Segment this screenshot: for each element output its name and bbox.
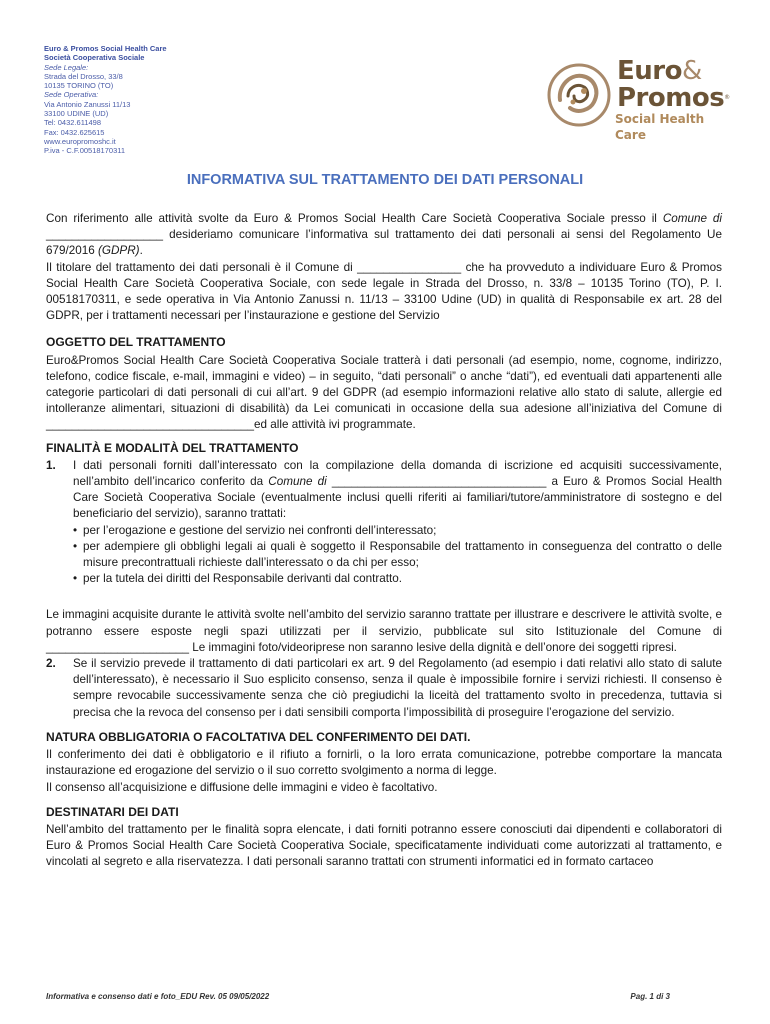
destinatari-paragraph: Nell’ambito del trattamento per le finalità sopra elencate, i dati forniti potranno essere conosciuti dai dipendenti e collaboratori di Euro & Promos Social Health Care Società Cooperativa Sociale, specificatamente individuati come autorizzati al trattamento, e vincolati al segreto e alla riservatezza. I dati personali saranno trattati con strumenti informatici ed in formato cartaceo bbox=[46, 822, 722, 869]
company-logo bbox=[546, 56, 736, 142]
oggetto-paragraph: Euro&Promos Social Health Care Società Cooperativa Sociale tratterà i dati personali (ad esempio, nome, cognome, indirizzo, telefono, codice fiscale, e-mail, immagini e video) – in seguito, “dati personali” o anche “dati”), ed eventuali dati appartenenti alle categorie particolari di dati personali di cui all’art. 9 del GDPR (ad esempio informazioni relative allo stato di salute, allergie ed intolleranze alimentari, situazioni di disabilità) da Lei comunicati in occasione della sua adesione all’iniziativa del Comune di ________________________________ed alle attività ivi programmate. bbox=[46, 353, 722, 432]
oggetto-heading: OGGETTO DEL TRATTAMENTO bbox=[46, 335, 226, 350]
finalita-heading: FINALITÀ E MODALITÀ DEL TRATTAMENTO bbox=[46, 440, 299, 455]
natura-paragraph-2: Il consenso all’acquisizione e diffusione delle immagini e video è facoltativo. bbox=[46, 780, 438, 794]
fax: Fax: 0432.625615 bbox=[44, 127, 105, 137]
natura-paragraph-1: Il conferimento dei dati è obbligatorio e il rifiuto a fornirli, o la loro errata comunicazione, potrebbe comportare la mancata instaurazione ed erogazione del servizio o il suo corretto svolgimento a norma di legge. bbox=[46, 748, 722, 778]
page-footer bbox=[46, 992, 670, 1001]
destinatari-heading: DESTINATARI DEI DATI bbox=[46, 804, 179, 819]
images-paragraph: Le immagini acquisite durante le attività svolte nell’ambito del servizio saranno trattate per illustrare e descrivere le attività svolte, e potranno essere esposte negli spazi utilizzati per il servizio, pubblicate sul sito Istituzionale del Comune di ______________________ Le immagini foto/videoriprese non saranno lesive della dignità e dell’onore dei soggetti ripresi. bbox=[46, 608, 722, 654]
legal-city: 10135 TORINO (TO) bbox=[44, 81, 114, 91]
finalita-bullet-1: • per l’erogazione e gestione del servizio nei confronti dell’interessato; bbox=[73, 523, 437, 537]
website: www.europromoshc.it bbox=[44, 136, 116, 146]
logo-ampersand: & bbox=[681, 56, 702, 86]
footer-document-ref: Informativa e consenso dati e foto_EDU Rev. 05 09/05/2022 bbox=[46, 992, 270, 1001]
logo-emblem-icon bbox=[546, 62, 612, 128]
logo-tagline: Social Health Care bbox=[615, 112, 705, 142]
operative-seat-label: Sede Operativa: bbox=[44, 90, 99, 100]
document-body bbox=[46, 211, 722, 871]
logo-word-promos: Promos bbox=[617, 83, 725, 113]
company-info bbox=[44, 44, 167, 156]
titolare-paragraph: Il titolare del trattamento dei dati personali è il Comune di ________________ che ha provveduto a individuare Euro & Promos Social Health Care Società Cooperativa Sociale, con sede legale in Strada del Drosso, n. 33/8 – 10135 Torino (TO), P. I. 00518170311, e sede operativa in Via Antonio Zanussi n. 11/13 – 33100 Udine (UD) in qualità di Responsabile ex art. 28 del GDPR, per i trattamenti necessari per l’instaurazione e gestione del Servizio bbox=[46, 260, 722, 323]
legal-seat-label: Sede Legale: bbox=[44, 62, 89, 72]
phone: Tel: 0432.611498 bbox=[44, 118, 101, 128]
document-title: INFORMATIVA SUL TRATTAMENTO DEI DATI PERSONALI bbox=[186, 172, 584, 188]
logo-word-euro: Euro bbox=[617, 56, 682, 86]
vat-number: P.iva - C.F.00518170311 bbox=[44, 146, 126, 156]
finalita-item-1: 1. I dati personali forniti dall’interessato con la compilazione della domanda di iscrizione ed acquisiti successivamente, nell’ambito dell’incarico conferito da Comune di _________________________________ a Euro & Promos Social Health Care Società Cooperativa Sociale (eventualmente inclusi quelli riferiti ai familiari/tutore/amministratore di sostegno e del beneficiario del servizio), saranno trattati: • per l’erogazione e gestione del servizio nei confronti dell’interessato; • per adempiere gli obblighi legali ai quali è soggetto il Responsabile del trattamento in conseguenza del contratto o delle misure precontrattuali richieste dall’interessato o da chi per esso; • per la tutela dei diritti del Responsabile derivanti dal contratto. bbox=[46, 458, 722, 588]
finalita-item-2: 2. Se il servizio prevede il trattamento di dati particolari ex art. 9 del Regolamento (ad esempio i dati relativi allo stato di salute dell’interessato), è necessario il Suo esplicito consenso, senza il quale è impossibile fornire i servizi richiesti. Il consenso è sempre revocabile successivamente senza che ciò pregiudichi la liceità del trattamento svolto in precedenza, tuttavia si precisa che la revoca del consenso per i dati sensibili comporta l’impossibilità di proseguire l’erogazione del servizio. bbox=[46, 657, 722, 719]
operative-city: 33100 UDINE (UD) bbox=[44, 109, 109, 119]
natura-heading: NATURA OBBLIGATORIA O FACOLTATIVA DEL CONFERIMENTO DEI DATI. bbox=[46, 729, 471, 744]
finalita-bullet-3: • per la tutela dei diritti del Responsabile derivanti dal contratto. bbox=[73, 572, 402, 586]
operative-street: Via Antonio Zanussi 11/13 bbox=[44, 99, 131, 109]
page-number: Pag. 1 di 3 bbox=[630, 992, 670, 1001]
finalita-bullet-2: • per adempiere gli obblighi legali ai quali è soggetto il Responsabile del trattamento in conseguenza del contratto o delle misure precontrattuali richieste dall’interessato o da chi per esso; bbox=[73, 539, 722, 570]
logo-registered-mark: ® bbox=[724, 94, 730, 101]
intro-paragraph: Con riferimento alle attività svolte da Euro & Promos Social Health Care Società Cooperativa Sociale presso il Comune di __________________ desideriamo comunicare l’informativa sul trattamento dei dati personali ai sensi del Regolamento Ue 679/2016 (GDPR). bbox=[46, 212, 722, 258]
company-type: Società Cooperativa Sociale bbox=[44, 53, 145, 63]
legal-street: Strada del Drosso, 33/8 bbox=[44, 71, 123, 81]
company-name: Euro & Promos Social Health Care bbox=[44, 44, 167, 53]
